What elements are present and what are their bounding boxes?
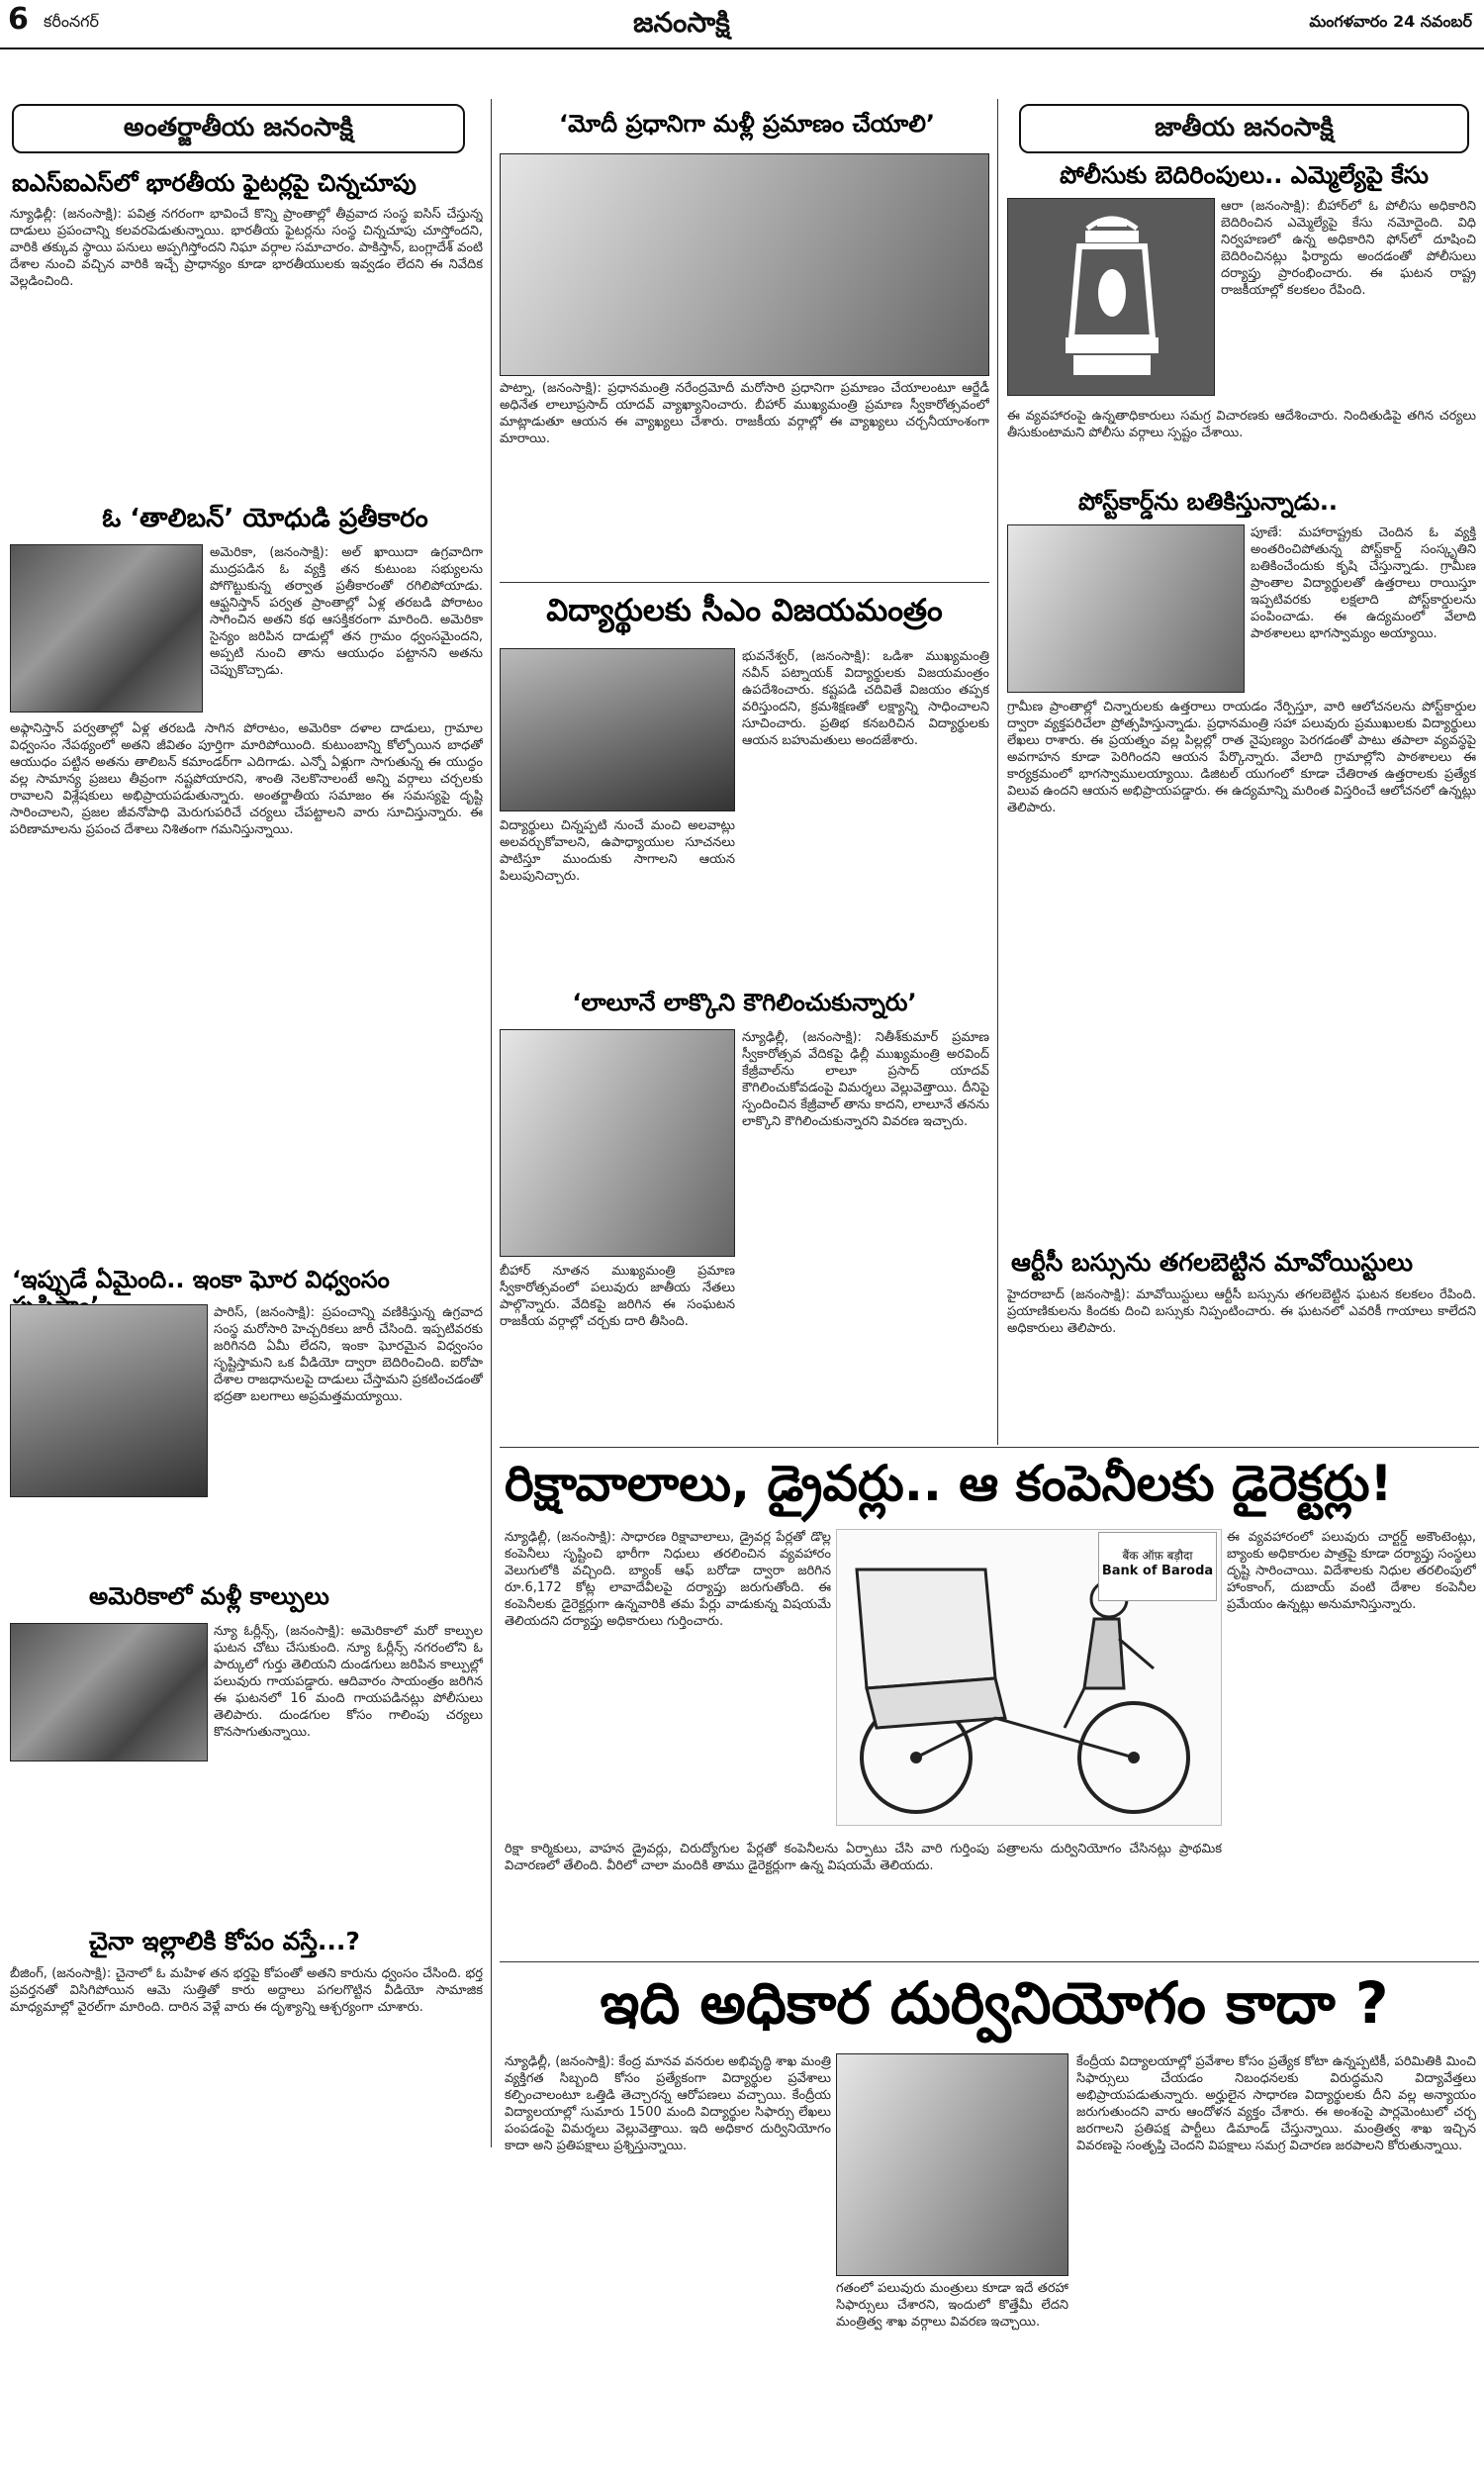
article-postcards-cont: గ్రామీణ ప్రాంతాల్లో చిన్నారులకు ఉత్తరాలు రాయడం నేర్పిస్తూ, వారి ఆలోచనలను పోస్ట్‌కార్డుల ద్వారా వ్యక్తపరిచేలా ప్రోత్సహిస్తున్నాడు. ప్రధానమంత్రి సహా పలువురు ప్రముఖులకు విద్యార్థులు లేఖలు రాశారు. ఈ ప్రయత్నం వల్ల పిల్లల్లో రాత నైపుణ్యం పెరగడంతో పాటు తపాలా వ్యవస్థపై అవగాహన కూడా పెరిగిందని ఆయన పేర్కొన్నారు. వేలాది గ్రామాల్లోని పాఠశాలలు ఈ కార్యక్రమంలో భాగస్వాములయ్యాయి. డిజిటల్‌ యుగంలో కూడా చేతిరాత ఉత్తరాలకు ప్రత్యేక విలువ ఉందని ఆయన అభిప్రాయపడ్డారు. ఈ ఉద్యమాన్ని మరింత విస్తరించే ఆలోచనలో ఉన్నట్లు తెలిపారు. — [1007, 700, 1476, 815]
taliban-photo — [10, 544, 203, 713]
america-photo — [10, 1623, 208, 1761]
headline-china: చైనా ఇల్లాలికి కోపం వస్తే...? — [89, 1927, 360, 1955]
bank-logo-hindi: बैंक ऑफ़ बड़ौदा — [1122, 1549, 1193, 1563]
lantern-icon — [1008, 199, 1216, 397]
column-rule-left — [491, 99, 492, 2147]
headline-police-mla: పోలీసుకు బెదిరింపులు.. ఎమ్మెల్యేపై కేసు — [1060, 161, 1429, 189]
headline-america: అమెరికాలో మళ్లీ కాల్పులు — [89, 1582, 329, 1610]
issue-date: మంగళవారం 24 నవంబర్ — [1309, 12, 1472, 31]
article-abuse: న్యూఢిల్లీ, (జనంసాక్షి): కేంద్ర మానవ వనరుల అభివృద్ధి శాఖ మంత్రి వ్యక్తిగత సిబ్బంది కోసం ప్రత్యేకంగా విద్యార్థుల ప్రవేశాలు కల్పించాలంటూ ఒత్తిడి తెచ్చారన్న ఆరోపణలు వచ్చాయి. కేంద్రీయ విద్యాలయాల్లో సుమారు 1500 మంది విద్యార్థుల సిఫార్సు లేఖలు పంపడంపై విమర్శలు వెల్లువెత్తాయి. ఇది అధికార దుర్వినియోగం కాదా అని ప్రతిపక్షాలు ప్రశ్నిస్తున్నాయి. — [505, 2054, 831, 2153]
article-china: బీజింగ్‌, (జనంసాక్షి): చైనాలో ఓ మహిళ తన భర్తపై కోపంతో అతని కారును ధ్వంసం చేసింది. భర్త ప్రవర్తనతో విసిగిపోయిన ఆమె సుత్తితో కారు అద్దాలు పగలగొట్టిన వీడియో సామాజిక మాధ్యమాల్లో వైరల్‌గా మారింది. దారిన వెళ్లే వారు ఈ దృశ్యాన్ని ఆశ్చర్యంగా చూశారు. — [10, 1966, 483, 2015]
headline-postcards: పోస్ట్‌కార్డ్‌ను బతికిస్తున్నాడు.. — [1078, 488, 1339, 516]
article-modi: పాట్నా, (జనంసాక్షి): ప్రధానమంత్రి నరేంద్రమోదీ మరోసారి ప్రధానిగా ప్రమాణం చేయాలంటూ ఆర్జేడీ అధినేత లాలూప్రసాద్‌ యాదవ్‌ వ్యాఖ్యానించారు. బీహార్‌ ముఖ్యమంత్రి ప్రమాణ స్వీకారోత్సవంలో మాట్లాడుతూ ఆయన ఈ వ్యాఖ్యలు చేశారు. రాజకీయ వర్గాల్లో ఈ వ్యాఖ్యలు చర్చనీయాంశంగా మారాయి. — [500, 381, 989, 446]
article-police-mla: ఆరా (జనంసాక్షి): బీహార్‌లో ఓ పోలీసు అధికారిని బెదిరించిన ఎమ్మెల్యేపై కేసు నమోదైంది. విధి నిర్వహణలో ఉన్న అధికారిని ఫోన్‌లో దూషించి బెదిరించినట్లు ఫిర్యాదు అందడంతో పోలీసులు దర్యాప్తు ప్రారంభించారు. ఈ ఘటన రాష్ట్ర రాజకీయాల్లో కలకలం రేపింది. — [1221, 199, 1476, 298]
rule-abuse-top — [500, 1961, 1479, 1962]
headline-abuse: ఇది అధికార దుర్వినియోగం కాదా ? — [600, 1969, 1389, 2037]
article-students: భువనేశ్వర్‌, (జనంసాక్షి): ఒడిశా ముఖ్యమంత్రి నవీన్‌ పట్నాయక్‌ విద్యార్థులకు విజయమంత్రం ఉపదేశించారు. కష్టపడి చదివితే విజయం తప్పక వరిస్తుందని, క్రమశిక్షణతో లక్ష్యాన్ని సాధించాలని సూచించారు. ప్రతిభ కనబరిచిన విద్యార్థులకు ఆయన బహుమతులు అందజేశారు. — [742, 649, 989, 748]
headline-taliban: ఓ ‘తాలిబన్‌’ యోధుడి ప్రతీకారం — [102, 504, 428, 533]
headline-students: విద్యార్థులకు సీఎం విజయమంత్రం — [546, 593, 943, 628]
column-rule-right — [997, 99, 998, 1445]
headline-lalu-hug: ‘లాలూనే లాక్కొని కౌగిలించుకున్నారు’ — [572, 989, 917, 1016]
article-rickshaw-right: ఈ వ్యవహారంలో పలువురు చార్టర్డ్‌ అకౌంటెంట్లు, బ్యాంకు అధికారుల పాత్రపై కూడా దర్యాప్తు సంస్థలు దృష్టి సారించాయి. విదేశాలకు నిధుల తరలింపులో హాంకాంగ్‌, దుబాయ్‌ వంటి దేశాల కంపెనీల ప్రమేయం ఉన్నట్లు అనుమానిస్తున్నారు. — [1227, 1530, 1476, 1612]
rule-rickshaw-top — [500, 1447, 1479, 1448]
article-postcards: పూణే: మహారాష్ట్రకు చెందిన ఓ వ్యక్తి అంతరించిపోతున్న పోస్ట్‌కార్డ్‌ సంస్కృతిని బతికించేందుకు కృషి చేస్తున్నాడు. గ్రామీణ ప్రాంతాల విద్యార్థులతో ఉత్తరాలు రాయిస్తూ ఇప్పటివరకు లక్షలాది పోస్ట్‌కార్డులను పంపించాడు. ఈ ఉద్యమంలో వేలాది పాఠశాలలు భాగస్వామ్యం అయ్యాయి. — [1251, 525, 1476, 641]
masthead: జనంసాక్షి — [633, 6, 730, 39]
header-rule — [0, 48, 1484, 49]
naveen-photo — [500, 648, 735, 811]
city-label: కరీంనగర్ — [44, 12, 100, 31]
article-students-cont: విద్యార్థులు చిన్నప్పటి నుంచే మంచి అలవాట్లు అలవర్చుకోవాలని, ఉపాధ్యాయుల సూచనలు పాటిస్తూ ముందుకు సాగాలని ఆయన పిలుపునిచ్చారు. — [500, 818, 735, 884]
article-abuse-right: కేంద్రీయ విద్యాలయాల్లో ప్రవేశాల కోసం ప్రత్యేక కోటా ఉన్నప్పటికీ, పరిమితికి మించి సిఫార్సులు చేయడం నిబంధనలకు విరుద్ధమని విద్యావేత్తలు అభిప్రాయపడుతున్నారు. అర్హులైన సాధారణ విద్యార్థులకు దీని వల్ల అన్యాయం జరుగుతుందని వారు ఆందోళన వ్యక్తం చేశారు. ఈ అంశంపై పార్లమెంటులో చర్చ జరగాలని ప్రతిపక్ష పార్టీలు డిమాండ్‌ చేస్తున్నాయి. మంత్రిత్వ శాఖ ఇచ్చిన వివరణపై సంతృప్తి చెందని విపక్షాలు సమగ్ర విచారణ జరపాలని కోరుతున్నాయి. — [1076, 2054, 1476, 2153]
page-number: 6 — [8, 2, 29, 37]
headline-rickshaw: రిక్షావాలాలు, డ్రైవర్లు.. ఆ కంపెనీలకు డైరెక్టర్లు! — [505, 1455, 1393, 1512]
article-maoists: హైదరాబాద్‌ (జనంసాక్షి): మావోయిస్టులు ఆర్టీసీ బస్సును తగలబెట్టిన ఘటన కలకలం రేపింది. ప్రయాణికులను కిందకు దించి బస్సుకు నిప్పంటించారు. ఈ ఘటనలో ఎవరికీ గాయాలు కాలేదని అధికారులు తెలిపారు. — [1007, 1287, 1476, 1336]
article-america: న్యూ ఓర్లీన్స్‌, (జనంసాక్షి): అమెరికాలో మరో కాల్పుల ఘటన చోటు చేసుకుంది. న్యూ ఓర్లీన్స్‌ నగరంలోని ఓ పార్కులో గుర్తు తెలియని దుండగులు జరిపిన కాల్పుల్లో పలువురు గాయపడ్డారు. ఆదివారం సాయంత్రం జరిగిన ఈ ఘటనలో 16 మంది గాయపడినట్లు పోలీసులు తెలిపారు. దుండగుల కోసం గాలింపు చర్యలు కొనసాగుతున్నాయి. — [214, 1624, 483, 1740]
headline-modi: ‘మోదీ ప్రధానిగా మళ్లీ ప్రమాణం చేయాలి’ — [558, 110, 936, 138]
lantern-logo — [1007, 198, 1215, 396]
article-rickshaw-bottom: రిక్షా కార్మికులు, వాహన డ్రైవర్లు, చిరుద్యోగుల పేర్లతో కంపెనీలను ఏర్పాటు చేసి వారి గుర్తింపు పత్రాలను దుర్వినియోగం చేసినట్లు ప్రాథమిక విచారణలో తేలింది. వీరిలో చాలా మందికి తాము డైరెక్టర్లుగా ఉన్న విషయమే తెలియదు. — [505, 1842, 1222, 1873]
hug-photo — [500, 1029, 735, 1257]
article-lalu-hug-cont: బీహార్‌ నూతన ముఖ్యమంత్రి ప్రమాణ స్వీకారోత్సవంలో పలువురు జాతీయ నేతలు పాల్గొన్నారు. వేదికపై జరిగిన ఈ సంఘటన రాజకీయ వర్గాల్లో చర్చకు దారి తీసింది. — [500, 1264, 735, 1329]
headline-isis: ఐఎస్‌ఐఎస్‌లో భారతీయ ఫైటర్లపై చిన్నచూపు — [12, 169, 417, 197]
article-destruction: పారిస్‌, (జనంసాక్షి): ప్రపంచాన్ని వణికిస్తున్న ఉగ్రవాద సంస్థ మరోసారి హెచ్చరికలు జారీ చేసింది. ఇప్పటివరకు జరిగినది ఏమీ లేదని, ఇంకా ఘోరమైన విధ్వంసం సృష్టిస్తామని ఒక వీడియో ద్వారా బెదిరించింది. ఐరోపా దేశాల రాజధానులపై దాడులు చేస్తామని ప్రకటించడంతో భద్రతా బలగాలు అప్రమత్తమయ్యాయి. — [214, 1305, 483, 1404]
smriti-photo — [836, 2053, 1068, 2276]
lalu-photo — [500, 153, 989, 376]
bank-logo — [1098, 1532, 1217, 1601]
article-abuse-middle: గతంలో పలువురు మంత్రులు కూడా ఇదే తరహా సిఫార్సులు చేశారని, ఇందులో కొత్తేమీ లేదని మంత్రిత్వ శాఖ వర్గాలు వివరణ ఇచ్చాయి. — [836, 2281, 1068, 2330]
postcards-photo — [1007, 524, 1245, 693]
article-lalu-hug: న్యూఢిల్లీ, (జనంసాక్షి): నితీశ్‌కుమార్‌ ప్రమాణ స్వీకారోత్సవ వేదికపై ఢిల్లీ ముఖ్యమంత్రి అరవింద్‌ కేజ్రీవాల్‌ను లాలూ ప్రసాద్‌ యాదవ్‌ కౌగిలించుకోవడంపై విమర్శలు వెల్లువెత్తాయి. దీనిపై స్పందించిన కేజ్రీవాల్‌ తాను కాదని, లాలూనే తనను లాక్కొని కౌగిలించుకున్నారని వివరణ ఇచ్చారు. — [742, 1030, 989, 1129]
bank-logo-english: Bank of Baroda — [1101, 1564, 1214, 1578]
article-isis: న్యూఢిల్లీ: (జనంసాక్షి): పవిత్ర నగరంగా భావించే కొన్ని ప్రాంతాల్లో తీవ్రవాద సంస్థ ఐసిస్‌ చేస్తున్న దాడులు ప్రపంచాన్ని కలవరపెడుతున్నాయి. భారతీయ ఫైటర్లను సంస్థ చిన్నచూపు చూస్తోందని, వారికి తక్కువ స్థాయి పనులు అప్పగిస్తోందని నిఘా వర్గాల సమాచారం. పాకిస్తాన్‌, బంగ్లాదేశ్‌ వంటి దేశాల నుంచి వచ్చిన వారికి ఇచ్చే ప్రాధాన్యం కూడా భారతీయులకు ఇవ్వడం లేదని ఈ నివేదిక వెల్లడించింది. — [10, 207, 483, 289]
destruction-photo — [10, 1304, 208, 1497]
section-national: జాతీయ జనంసాక్షి — [1019, 104, 1469, 153]
article-police-mla-cont: ఈ వ్యవహారంపై ఉన్నతాధికారులు సమగ్ర విచారణకు ఆదేశించారు. నిందితుడిపై తగిన చర్యలు తీసుకుంటామని పోలీసు వర్గాలు స్పష్టం చేశాయి. — [1007, 409, 1476, 440]
headline-destruction: ‘ఇప్పుడే ఏమైంది.. ఇంకా ఘోర విధ్వంసం — [12, 1266, 390, 1293]
article-taliban: అమెరికా, (జనంసాక్షి): అల్‌ ఖాయిదా ఉగ్రవాదిగా ముద్రపడిన ఓ వ్యక్తి తన కుటుంబ సభ్యులను పోగొట్టుకున్న తర్వాత ప్రతీకారంతో రగిలిపోయాడు. ఆఫ్ఘనిస్తాన్‌ పర్వత ప్రాంతాల్లో ఏళ్ల తరబడి పోరాటం సాగించిన అతని కథ ఆసక్తికరంగా మారింది. అమెరికా సైన్యం జరిపిన దాడుల్లో తన గ్రామం ధ్వంసమైందని, అప్పటి నుంచి తాను ఆయుధం పట్టానని అతను చెప్పుకొచ్చాడు. — [210, 545, 483, 678]
headline-maoists: ఆర్టీసీ బస్సును తగలబెట్టిన మావోయిస్టులు — [1011, 1248, 1413, 1277]
article-rickshaw: న్యూఢిల్లీ, (జనంసాక్షి): సాధారణ రిక్షావాలాలు, డ్రైవర్ల పేర్లతో డొల్ల కంపెనీలు సృష్టించి భారీగా నిధులు తరలించిన వ్యవహారం వెలుగులోకి వచ్చింది. బ్యాంక్‌ ఆఫ్‌ బరోడా ద్వారా జరిగిన రూ.6,172 కోట్ల లావాదేవీలపై దర్యాప్తు జరుగుతోంది. ఈ కంపెనీలకు డైరెక్టర్లుగా ఉన్నవారికి తమ పేర్లు వాడుకున్న విషయమే తెలియదని దర్యాప్తు అధికారులు గుర్తించారు. — [505, 1530, 831, 1629]
section-international: అంతర్జాతీయ జనంసాక్షి — [12, 104, 465, 153]
article-taliban-cont: అఫ్గానిస్తాన్‌ పర్వతాల్లో ఏళ్ల తరబడి సాగిన పోరాటం, అమెరికా దళాల దాడులు, గ్రామాల విధ్వంసం నేపథ్యంలో అతని జీవితం పూర్తిగా మారిపోయింది. కుటుంబాన్ని కోల్పోయిన బాధతో ఆయుధం పట్టిన అతను తాలిబన్‌ కమాండర్‌గా ఎదిగాడు. ఎన్నో ఏళ్లుగా సాగుతున్న ఈ యుద్ధం వల్ల సామాన్య ప్రజలు తీవ్రంగా నష్టపోయారని, శాంతి నెలకొనాలంటే అన్ని వర్గాలు చర్చలకు రావాలని విశ్లేషకులు అభిప్రాయపడుతున్నారు. అంతర్జాతీయ సమాజం ఈ సమస్యపై దృష్టి సారించాలని, ప్రజల జీవనోపాధి మెరుగుపరిచే చర్యలు చేపట్టాలని వారు సూచిస్తున్నారు. ఈ పరిణామాలను ప్రపంచ దేశాలు నిశితంగా గమనిస్తున్నాయి. — [10, 721, 483, 837]
rule-students — [500, 582, 989, 583]
